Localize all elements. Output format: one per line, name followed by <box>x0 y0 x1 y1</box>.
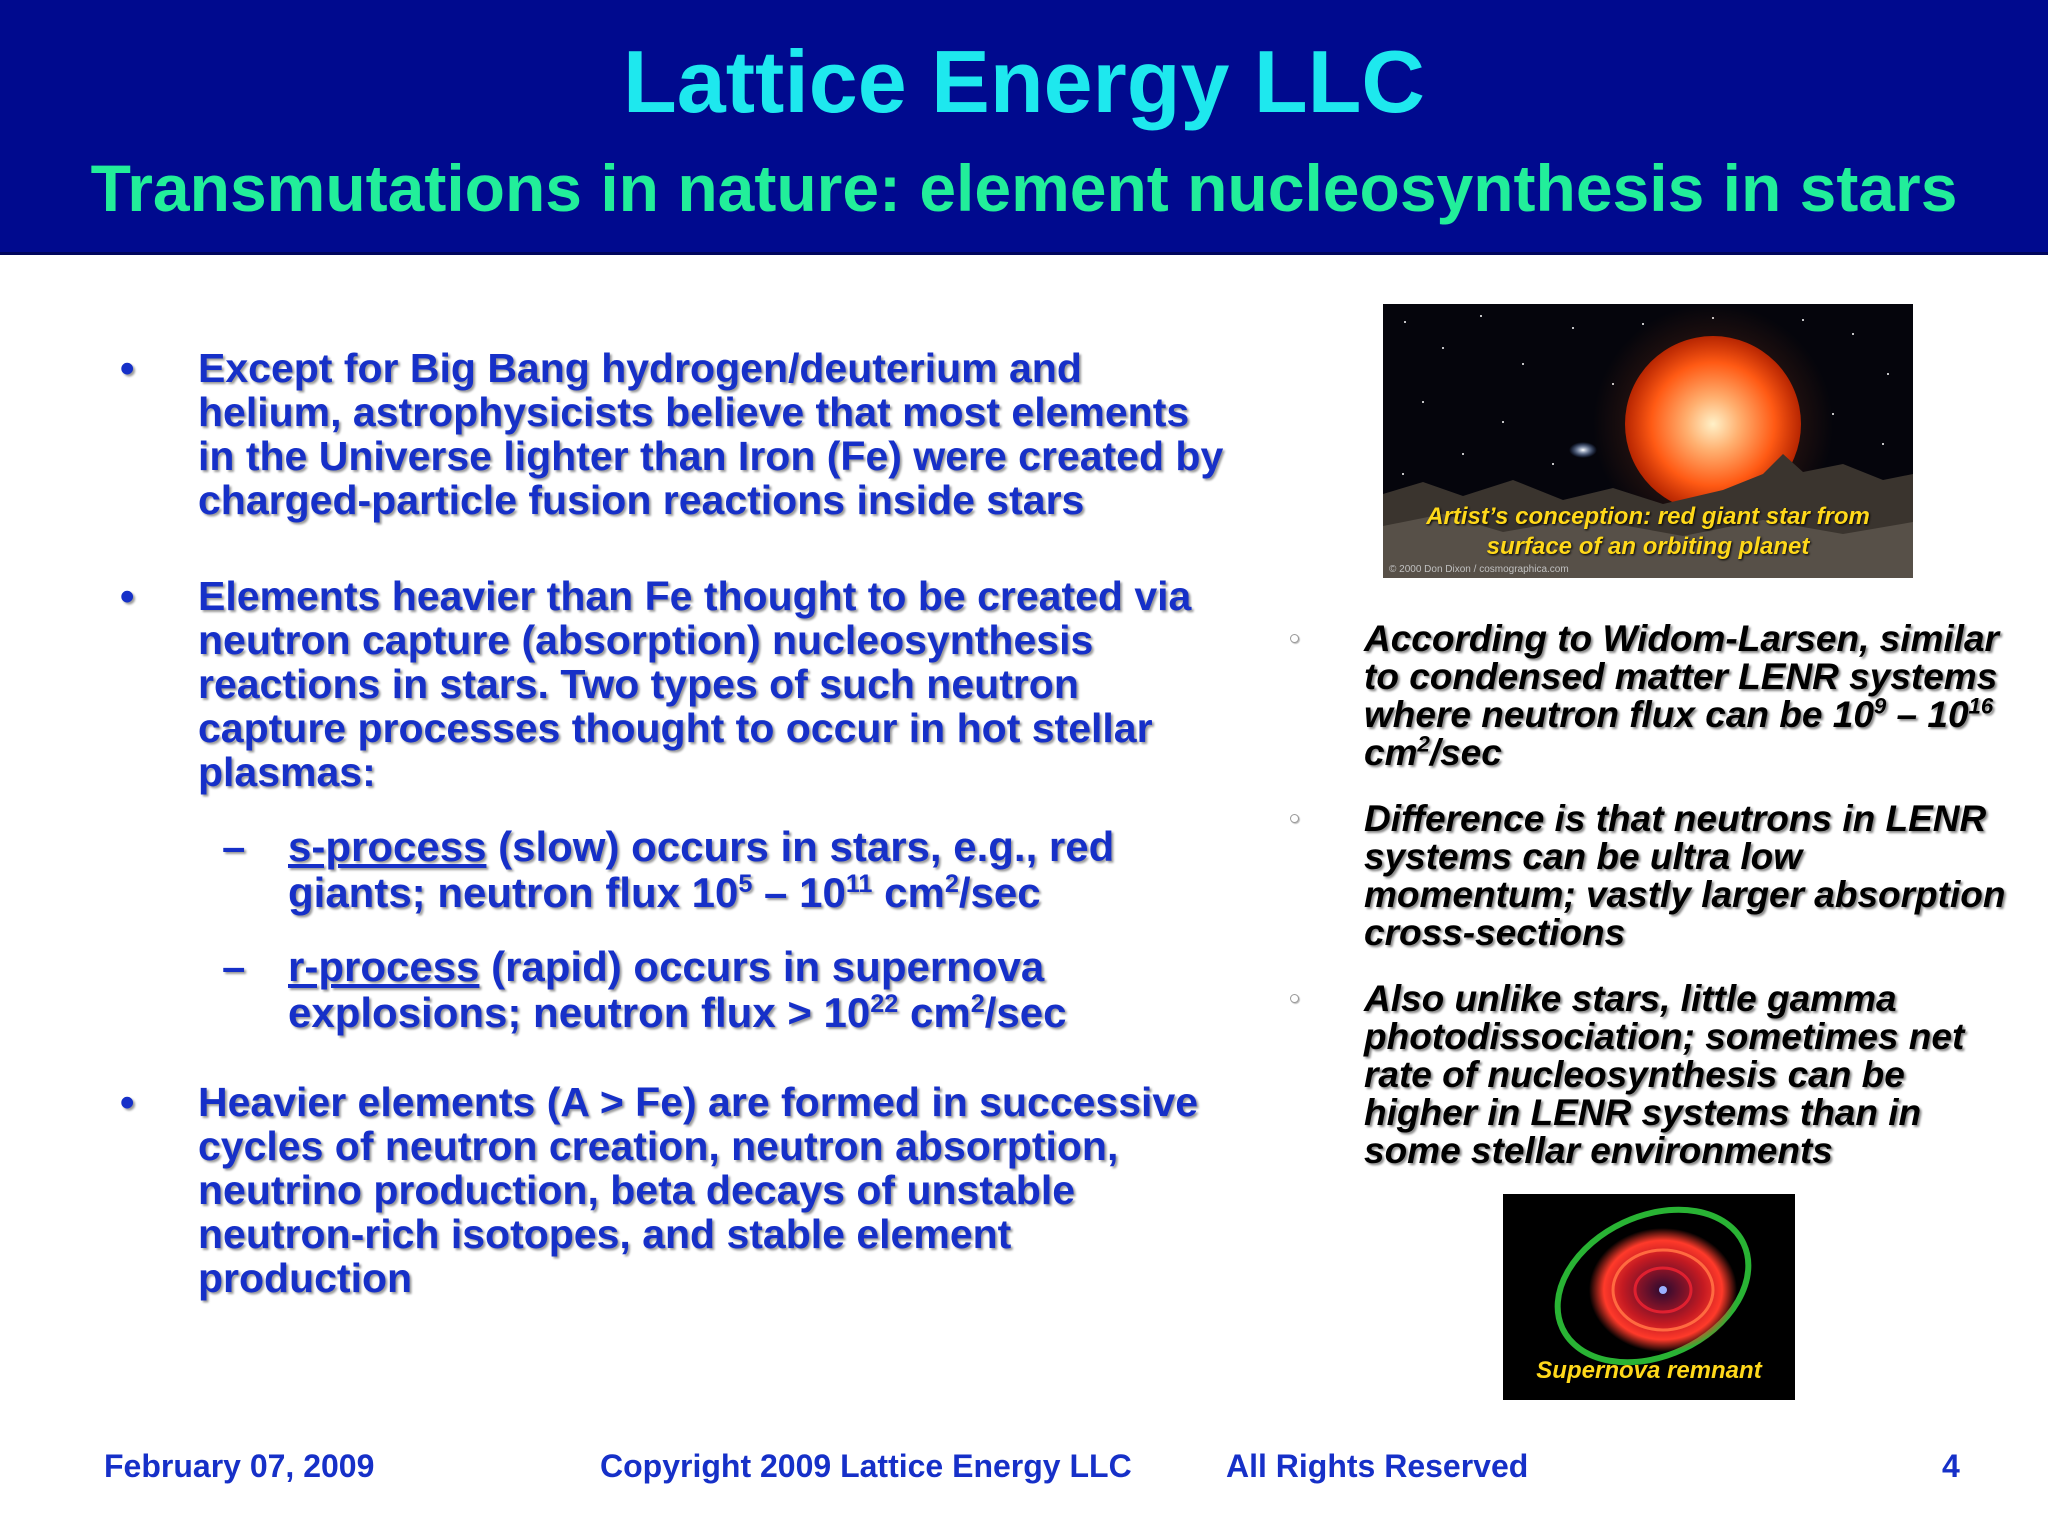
red-giant-image <box>1383 304 1913 578</box>
sub-item-s-process <box>110 824 1230 916</box>
bullet-text: Elements heavier than Fe thought to be created via neutron capture (absorption) nucleosynthesis reactions in stars. Two types of such neutron capture processes thought to occur in hot stellar plasmas: <box>198 573 1192 795</box>
superscript: 2 <box>970 990 985 1018</box>
superscript: 11 <box>845 870 873 898</box>
superscript: 2 <box>1417 731 1430 757</box>
bullet-marker: • <box>120 345 135 391</box>
bullet-text: Except for Big Bang hydrogen/deuterium and helium, astrophysicists believe that most elements in the Universe lighter than Iron (Fe) were created by charged-particle fusion reactions inside stars <box>198 345 1224 523</box>
right-bullet-text: According to Widom-Larsen, similar to condensed matter LENR systems where neutron flux can be 10 <box>1364 618 1999 735</box>
footer-date: February 07, 2009 <box>104 1448 375 1484</box>
footer-copyright: Copyright 2009 Lattice Energy LLC <box>600 1448 1132 1484</box>
right-bullet-text: cm <box>1364 732 1418 773</box>
sub-text: /sec <box>958 869 1041 916</box>
superscript: 16 <box>1968 693 1994 719</box>
bullet-text: Heavier elements (A > Fe) are formed in successive cycles of neutron creation, neutron absorption, neutrino production, beta decays of unstable neutron-rich isotopes, and stable element production <box>198 1079 1199 1301</box>
bullet-item-3 <box>110 1080 1230 1300</box>
supernova-remnant-image <box>1503 1194 1795 1400</box>
footer-page-number: 4 <box>1942 1448 1960 1484</box>
right-bullet-item-2 <box>1280 800 2020 952</box>
supernova-caption: Supernova remnant <box>1536 1357 1762 1384</box>
sub-text: cm <box>898 989 971 1036</box>
bullet-item-2 <box>110 574 1230 794</box>
dash-marker: – <box>222 823 246 870</box>
sub-item-r-process <box>110 944 1230 1036</box>
left-bullet-list <box>110 346 1230 1352</box>
bullet-item-1 <box>110 346 1230 522</box>
page-title: Lattice Energy LLC <box>623 32 1425 131</box>
sub-text: (rapid) occurs in supernova explosions; neutron flux > 10 <box>288 943 1045 1036</box>
r-process-term: r-process <box>288 943 480 990</box>
right-bullet-text: /sec <box>1429 732 1502 773</box>
superscript: 5 <box>738 870 753 898</box>
right-bullet-item-1 <box>1280 620 2020 772</box>
footer-rights: All Rights Reserved <box>1226 1448 1529 1484</box>
hollow-bullet-marker <box>1290 994 1299 1003</box>
sub-text: – 10 <box>752 869 846 916</box>
dash-marker: – <box>222 943 246 990</box>
sub-text: cm <box>872 869 945 916</box>
page-subtitle: Transmutations in nature: element nucleosynthesis in stars <box>90 151 1958 225</box>
image-credit: © 2000 Don Dixon / cosmographica.com <box>1389 564 1569 575</box>
right-bullet-list <box>1280 620 2020 1198</box>
superscript: 9 <box>1873 693 1887 719</box>
s-process-term: s-process <box>288 823 487 870</box>
bullet-marker: • <box>120 1079 135 1125</box>
right-bullet-text: Also unlike stars, little gamma photodissociation; sometimes net rate of nucleosynthesis can be higher in LENR systems than in some stellar environments <box>1364 978 1965 1171</box>
bullet-marker: • <box>120 573 135 619</box>
red-giant-caption-line1: Artist’s conception: red giant star from <box>1426 503 1870 530</box>
right-bullet-item-3 <box>1280 980 2020 1170</box>
header-banner <box>0 0 2048 255</box>
red-giant-caption-line2: surface of an orbiting planet <box>1486 533 1810 560</box>
sub-text: /sec <box>984 989 1067 1036</box>
superscript: 22 <box>870 990 899 1018</box>
hollow-bullet-marker <box>1290 634 1299 643</box>
superscript: 2 <box>944 870 959 898</box>
right-bullet-text: Difference is that neutrons in LENR systems can be ultra low momentum; vastly larger absorption cross-sections <box>1364 798 2006 953</box>
sub-text: (slow) occurs in stars, e.g., red giants; neutron flux 10 <box>288 823 1115 916</box>
hollow-bullet-marker <box>1290 814 1299 823</box>
right-bullet-text: – 10 <box>1886 694 1969 735</box>
